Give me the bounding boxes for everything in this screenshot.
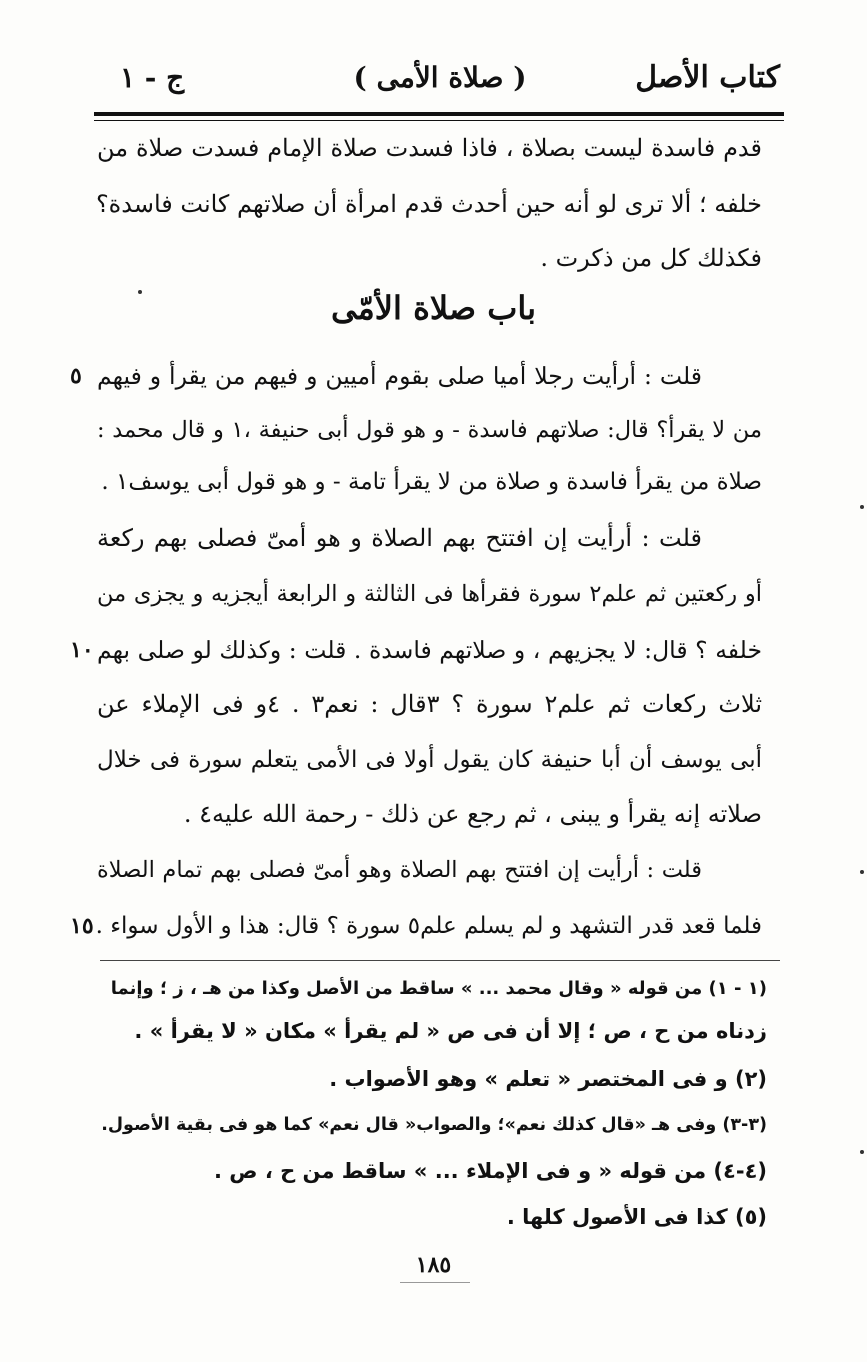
body-line: قلت : أرأيت إن افتتح بهم الصلاة و هو أمىّ فصلى بهم ركعة	[97, 524, 702, 552]
chapter-title: ( صلاة الأمى )	[353, 61, 527, 94]
line-number-15: ١٥	[70, 913, 94, 939]
footnote: (٥) كذا فى الأصول كلها .	[506, 1205, 767, 1229]
line-number-5: ٥	[70, 363, 82, 389]
running-header	[100, 52, 780, 102]
footnote: (١ - ١) من قوله « وقال محمد ... » ساقط من الأصل وكذا من هـ ، ز ؛ وإنما	[110, 978, 767, 999]
footnote: زدناه من ح ، ص ؛ إلا أن فى ص « لم يقرأ » مكان « لا يقرأ » .	[134, 1019, 767, 1043]
body-line: قلت : أرأيت إن افتتح بهم الصلاة وهو أمىّ فصلى بهم تمام الصلاة	[97, 857, 702, 883]
footnote-separator	[100, 960, 780, 961]
body-line: قدم فاسدة ليست بصلاة ، فاذا فسدت صلاة الإمام فسدت صلاة من	[97, 134, 762, 162]
volume-number: ج - ١	[120, 61, 185, 94]
body-line: من لا يقرأ؟ قال: صلاتهم فاسدة - و هو قول أبى حنيفة ،١ و قال محمد :	[97, 417, 762, 443]
header-rule-thick	[94, 112, 784, 116]
body-line: صلاته إنه يقرأ و يبنى ، ثم رجع عن ذلك - رحمة الله عليه٤ .	[183, 800, 762, 828]
body-line: خلفه ؛ ألا ترى لو أنه حين أحدث قدم امرأة أن صلاتهم كانت فاسدة؟	[95, 190, 762, 218]
body-line: صلاة من يقرأ فاسدة و صلاة من لا يقرأ تامة - و هو قول أبى يوسف١ .	[101, 469, 762, 495]
footnote: (٤-٤) من قوله « و فى الإملاء ... » ساقط من ح ، ص .	[213, 1159, 767, 1183]
page-number: ١٨٥	[415, 1252, 452, 1278]
section-heading: باب صلاة الأمّى	[330, 289, 537, 327]
line-number-10: ١٠	[70, 637, 94, 663]
scan-speck	[860, 505, 864, 509]
body-line: أبى يوسف أن أبا حنيفة كان يقول أولا فى الأمى يتعلم سورة فى خلال	[97, 747, 762, 773]
scan-speck	[860, 870, 864, 874]
scan-speck	[138, 290, 142, 294]
body-line: ثلاث ركعات ثم علم٢ سورة ؟ ٣قال : نعم٣ . ٤و فى الإملاء عن	[97, 690, 763, 718]
scan-speck	[860, 1150, 864, 1154]
body-line: قلت : أرأيت رجلا أميا صلى بقوم أميين و فيهم من يقرأ و فيهم	[97, 362, 702, 390]
book-title: كتاب الأصل	[635, 60, 780, 95]
body-line: فلما قعد قدر التشهد و لم يسلم علم٥ سورة ؟ قال: هذا و الأول سواء .	[95, 913, 762, 939]
footnote: (٢) و فى المختصر « تعلم » وهو الأصواب .	[329, 1067, 767, 1091]
page-number-rule	[400, 1282, 470, 1283]
header-rule-thin	[94, 120, 784, 121]
body-line: خلفه ؟ قال: لا يجزيهم ، و صلاتهم فاسدة . قلت : وكذلك لو صلى بهم	[97, 636, 762, 664]
body-line: فكذلك كل من ذكرت .	[540, 244, 762, 272]
body-line: أو ركعتين ثم علم٢ سورة فقرأها فى الثالثة و الرابعة أيجزيه و يجزى من	[97, 581, 762, 607]
footnote: (٣-٣) وفى هـ «قال كذلك نعم»؛ والصواب« قال نعم» كما هو فى بقية الأصول.	[101, 1115, 767, 1135]
